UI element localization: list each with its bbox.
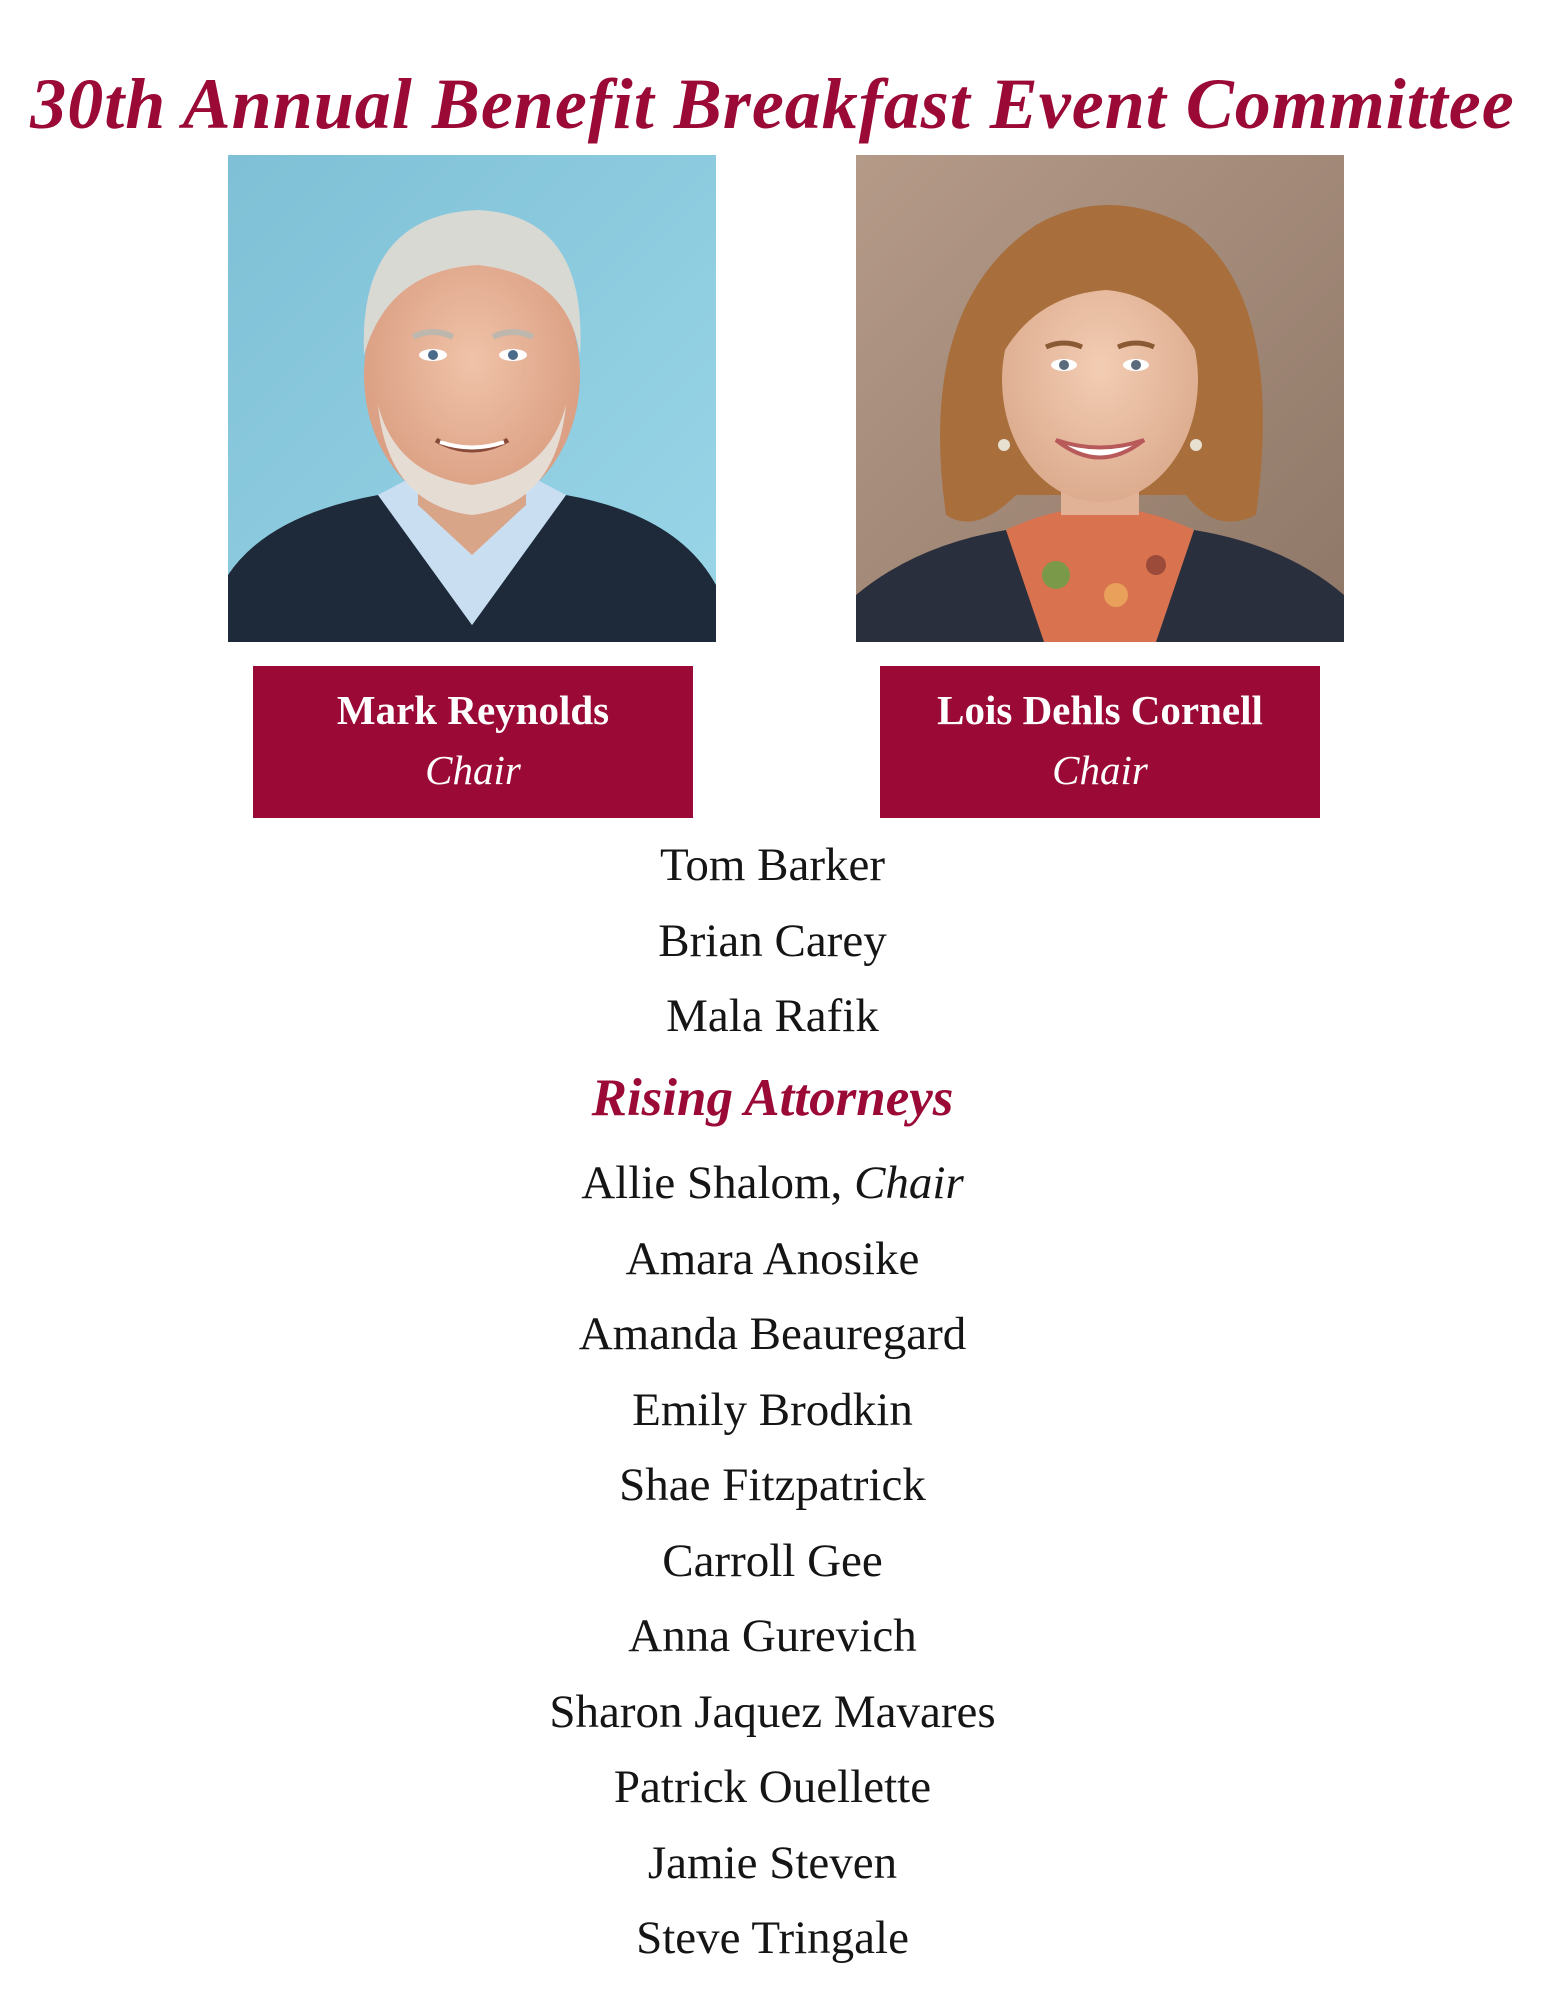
committee-member: Mala Rafik	[666, 990, 879, 1042]
rising-attorney: Sharon Jaquez Mavares	[549, 1685, 996, 1738]
chair-role: Chair	[425, 747, 521, 793]
rising-attorney: Carroll Gee	[662, 1534, 883, 1587]
rising-attorney: Jamie Steven	[647, 1836, 898, 1889]
rising-attorneys-heading: Rising Attorneys	[591, 1069, 954, 1127]
rising-attorney: Patrick Ouellette	[613, 1761, 932, 1813]
rising-attorney: Shae Fitzpatrick	[619, 1459, 926, 1511]
rising-attorney: Amara Anosike	[625, 1232, 920, 1285]
rising-attorneys-chair-role: Chair	[854, 1157, 964, 1209]
rising-attorneys-list	[0, 1146, 1545, 1977]
rising-attorneys-chair	[0, 1146, 1545, 1222]
rising-attorney: Amanda Beauregard	[578, 1308, 967, 1360]
chair-name-plate	[253, 666, 693, 818]
chair-name: Mark Reynolds	[336, 687, 610, 733]
rising-attorney: Steve Tringale	[636, 1912, 909, 1964]
committee-member: Brian Carey	[658, 914, 887, 967]
page-title: 30th Annual Benefit Breakfast Event Committee	[30, 64, 1515, 144]
committee-member-list	[0, 828, 1545, 1055]
rising-attorneys-chair-name: Allie Shalom,	[581, 1157, 843, 1209]
rising-attorney: Anna Gurevich	[628, 1610, 917, 1662]
chair-name: Lois Dehls Cornell	[937, 687, 1263, 733]
chair-name-plate	[880, 666, 1320, 818]
chair-role: Chair	[1052, 747, 1148, 793]
portrait-photo-lois-dehls-cornell	[856, 155, 1344, 642]
rising-attorney: Emily Brodkin	[632, 1383, 913, 1436]
committee-member: Tom Barker	[659, 839, 886, 891]
portrait-photo-mark-reynolds	[228, 155, 716, 642]
